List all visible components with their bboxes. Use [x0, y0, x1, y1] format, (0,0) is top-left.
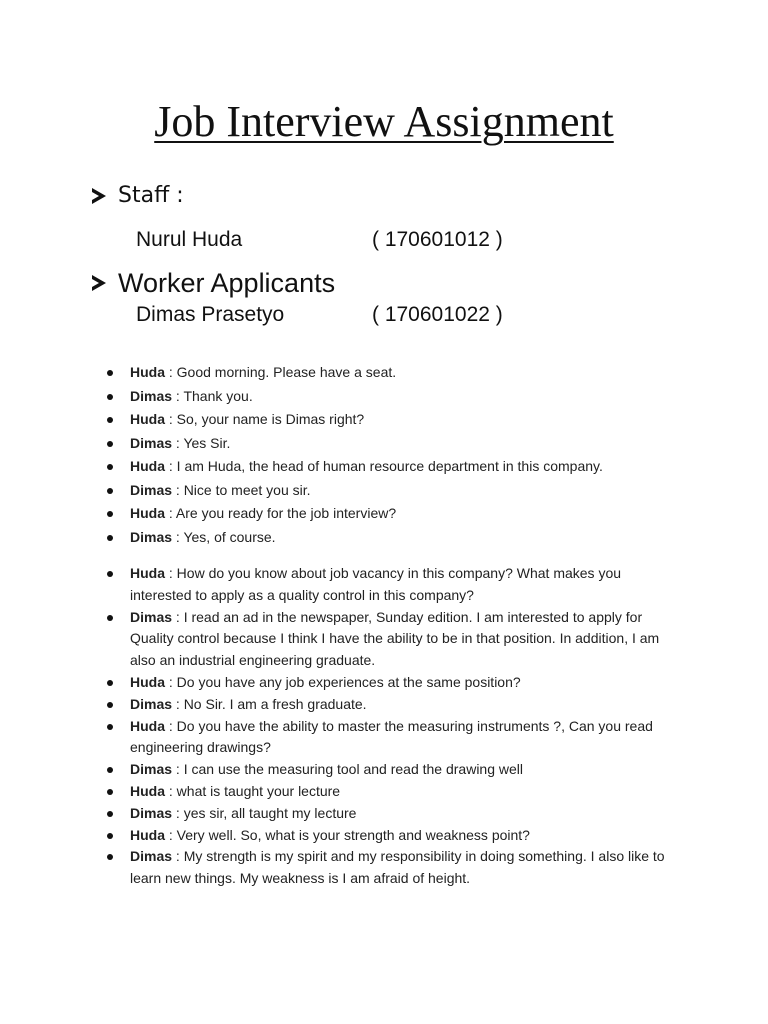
document-title: Job Interview Assignment — [154, 97, 614, 146]
arrow-bullet-icon — [92, 188, 106, 204]
dialog-list-part2 — [106, 563, 686, 890]
dialog-line — [106, 825, 686, 847]
speaker-name: Huda — [130, 782, 165, 799]
speaker-name: Dimas — [130, 761, 173, 778]
speaker-name: Dimas — [130, 804, 173, 821]
dialog-line — [106, 672, 686, 694]
speaker-name: Huda — [130, 565, 165, 581]
dialog-text: : I read an ad in the newspaper, Sunday edition. I am interested to apply for Quality control because I think I have the ability to be in that position. In addition, I am also an industrial engineering graduate. — [130, 608, 660, 669]
dialog-line — [106, 385, 686, 409]
dialog-text: : Do you have any job experiences at the same position? — [165, 673, 521, 690]
dialog-text: : yes sir, all taught my lecture — [172, 804, 357, 821]
dialog-text: : I am Huda, the head of human resource department in this company. — [165, 458, 603, 474]
dialog-line — [106, 455, 686, 479]
dialog-line — [106, 502, 686, 526]
applicant-name: Dimas Prasetyo — [136, 303, 285, 326]
speaker-name: Huda — [130, 364, 165, 380]
speaker-name: Huda — [130, 826, 165, 843]
staff-heading — [92, 180, 184, 212]
dialog-text: : Thank you. — [172, 387, 253, 404]
speaker-name: Dimas — [130, 608, 173, 625]
speaker-name: Dimas — [130, 387, 173, 404]
dialog-line — [106, 694, 686, 716]
dialog-text: : So, your name is Dimas right? — [165, 411, 365, 427]
dialog-text: : Good morning. Please have a seat. — [165, 364, 397, 380]
dialog-line — [106, 408, 686, 432]
applicants-heading — [92, 266, 335, 300]
dialog-text: : Yes Sir. — [172, 434, 231, 451]
speaker-name: Huda — [130, 458, 165, 474]
dialog-line — [106, 846, 686, 890]
speaker-name: Huda — [130, 673, 165, 690]
staff-name: Nurul Huda — [136, 228, 243, 251]
dialog-line — [106, 803, 686, 825]
applicant-id: ( 170601022 ) — [372, 303, 503, 326]
dialog-line — [106, 759, 686, 781]
dialog-line — [106, 361, 686, 385]
speaker-name: Dimas — [130, 434, 173, 451]
applicants-heading-label: Worker Applicants — [118, 268, 336, 298]
dialog-line — [106, 526, 686, 550]
speaker-name: Dimas — [130, 481, 173, 498]
speaker-name: Dimas — [130, 528, 173, 545]
dialog-text: : How do you know about job vacancy in this company? What makes you interested to apply as a quality control in this company? — [130, 565, 622, 603]
dialog-text: : Do you have the ability to master the measuring instruments ?, Can you read engineering drawings? — [130, 717, 653, 756]
dialog-text: : Very well. So, what is your strength and weakness point? — [165, 826, 530, 843]
dialog-line — [106, 479, 686, 503]
speaker-name: Dimas — [130, 848, 173, 865]
dialog-text: : what is taught your lecture — [165, 782, 341, 799]
dialog-text: : Are you ready for the job interview? — [165, 505, 397, 521]
dialog-text: : Nice to meet you sir. — [172, 481, 311, 498]
staff-heading-label: Staff : — [118, 183, 184, 208]
dialog-list-part1 — [106, 361, 686, 549]
speaker-name: Huda — [130, 717, 165, 734]
staff-id: ( 170601012 ) — [372, 228, 503, 251]
dialog-line — [106, 781, 686, 803]
dialog-text: : No Sir. I am a fresh graduate. — [172, 695, 367, 712]
dialog-text: : Yes, of course. — [172, 528, 276, 545]
dialog-line — [106, 563, 686, 607]
dialog-text: : My strength is my spirit and my responsibility in doing something. I also like to learn new things. My weakness is I am afraid of height. — [130, 848, 665, 887]
speaker-name: Huda — [130, 505, 165, 521]
dialog-line — [106, 607, 686, 672]
speaker-name: Dimas — [130, 695, 173, 712]
dialog-line — [106, 432, 686, 456]
dialog-text: : I can use the measuring tool and read the drawing well — [172, 761, 524, 778]
dialog-line — [106, 716, 686, 760]
speaker-name: Huda — [130, 411, 165, 427]
arrow-bullet-icon — [92, 275, 106, 291]
